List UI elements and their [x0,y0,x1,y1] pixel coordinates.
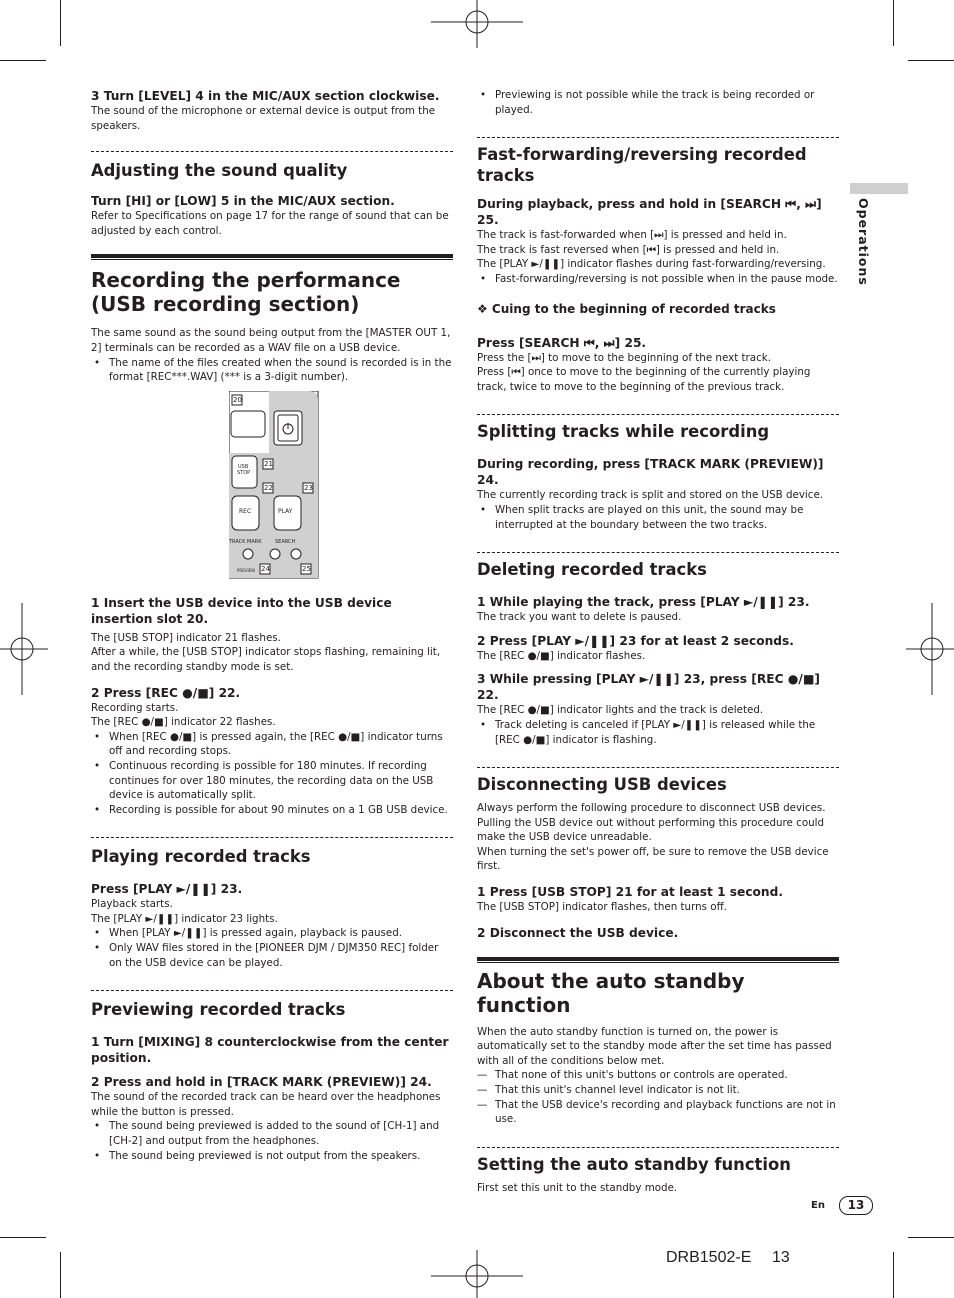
step-heading: 2 Press and hold in [TRACK MARK (PREVIEW)] 24. [91,1075,432,1090]
section-heading: Fast-forwarding/reversing recorded tracks [477,145,807,186]
body-text: Press [⏮] once to move to the beginning of the currently playing track, twice to move to the beginning of the previous track. [477,366,811,393]
preview-label: PREVIEW [237,567,256,573]
document-id: DRB1502-E [666,1249,752,1266]
section-heading: Disconnecting USB devices [477,775,727,795]
body-text: After a while, the [USB STOP] indicator stops flashing, remaining lit, and the recording standby mode is set. [91,646,441,673]
body-text: Playback starts. [91,898,173,911]
right-column [477,88,839,1195]
list-item: — That this unit's channel level indicator is not lit. [495,1083,839,1098]
body-text: The track is fast reversed when [⏮] is pressed and held in. [477,243,780,256]
bullet-list [91,356,453,385]
usb-label: USB [238,463,249,470]
side-tab-label: Operations [856,198,871,286]
bullet-list [477,88,839,117]
step-heading: Turn [HI] or [LOW] 5 in the MIC/AUX section. [91,194,395,209]
chapter-heading: About the auto standby function [477,968,745,1017]
step-heading: 2 Disconnect the USB device. [477,925,679,940]
list-item: • Previewing is not possible while the track is being recorded or played. [495,88,839,117]
section-heading: Setting the auto standby function [477,1154,791,1174]
list-item: • Continuous recording is possible for 180 minutes. If recording continues for over 180 minutes, the recording data on the USB device is automatically split. [109,759,453,803]
body-text: The track is fast-forwarded when [⏭] is pressed and held in. [477,229,787,242]
document-page: 13 [772,1249,790,1266]
step-heading: 1 Turn [MIXING] 8 counterclockwise from the center position. [91,1035,449,1066]
bullet-list [477,272,839,287]
section-heading: Adjusting the sound quality [91,161,348,181]
list-item: • The name of the files created when the sound is recorded is in the format [REC***.WAV] (*** is a 3-digit number). [109,356,453,385]
step-heading: 2 Press [PLAY ►/❚❚] 23 for at least 2 seconds. [477,633,794,648]
bullet-list [477,718,839,747]
body-text: The sound of the microphone or external device is output from the speakers. [91,105,436,132]
stop-label: STOP [237,469,251,476]
bullet-list [91,1119,453,1163]
list-item: — That none of this unit's buttons or controls are operated. [495,1068,839,1083]
registration-mark-icon [906,603,954,695]
chapter-heading: Recording the performance (USB recording section) [91,268,401,317]
body-text: Refer to Specifications on page 17 for the range of sound that can be adjusted by each control. [91,210,449,237]
registration-mark-icon [431,1250,523,1298]
body-text: The currently recording track is split and stored on the USB device. [477,489,824,502]
crop-mark [908,1237,954,1238]
body-text: The same sound as the sound being output from the [MASTER OUT 1, 2] terminals can be recorded as a WAV file on a USB device. [91,327,451,354]
section-heading: Splitting tracks while recording [477,422,770,442]
step-heading: 1 Insert the USB device into the USB device insertion slot 20. [91,595,392,626]
step-heading: During playback, press and hold in [SEARCH ⏮, ⏭] 25. [477,197,822,228]
body-text: The [PLAY ►/❚❚] indicator flashes during fast-forwarding/reversing. [477,258,826,271]
step-heading: 1 Press [USB STOP] 21 for at least 1 second. [477,885,783,900]
step-heading: Press [SEARCH ⏮, ⏭] 25. [477,335,647,350]
bullet-list [91,926,453,970]
body-text: When turning the set's power off, be sure to remove the USB device first. [477,845,829,873]
list-item: • Only WAV files stored in the [PIONEER DJM / DJM350 REC] folder on the USB device can be played. [109,941,453,970]
body-text: Always perform the following procedure to disconnect USB devices. Pulling the USB device out without performing this procedure could make the USB device unreadable. [477,802,826,844]
search-label: SEARCH [275,538,296,545]
side-tab-marker [850,183,908,194]
step-heading: 2 Press [REC ●/■] 22. [91,685,241,700]
registration-mark-icon [0,603,48,695]
list-item: • When [REC ●/■] is pressed again, the [REC ●/■] indicator turns off and recording stops. [109,730,453,759]
crop-mark [893,0,894,46]
rec-label: REC [239,507,252,515]
body-text: The [REC ●/■] indicator flashes. [477,649,646,662]
language-label: En [811,1200,825,1211]
track-mark-label: TRACK MARK [229,538,262,545]
callout-number: 22 [264,483,273,492]
list-item: • The sound being previewed is not output from the speakers. [109,1149,453,1164]
body-text: When the auto standby function is turned on, the power is automatically set to the standby mode after the set time has passed with all of the conditions below met. [477,1025,832,1067]
list-item: • Fast-forwarding/reversing is not possible when in the pause mode. [495,272,839,287]
left-column [91,88,453,1163]
usb-panel-illustration [229,391,319,579]
play-label: PLAY [278,507,293,515]
step-heading: 3 Turn [LEVEL] 4 in the MIC/AUX section clockwise. [91,89,440,103]
body-text: The track you want to delete is paused. [477,611,682,624]
section-heading: Playing recorded tracks [91,847,311,867]
list-item: • When split tracks are played on this unit, the sound may be interrupted at the boundary between the two tracks. [495,503,839,532]
body-text: The [PLAY ►/❚❚] indicator 23 lights. [91,912,278,925]
body-text: Recording starts. [91,701,179,714]
body-text: Press the [⏭] to move to the beginning of the next track. [477,351,771,364]
subsection-heading: ❖ Cuing to the beginning of recorded tracks [477,301,776,316]
list-item: • When [PLAY ►/❚❚] is pressed again, playback is paused. [109,926,453,941]
crop-mark [0,60,46,61]
callout-number: 21 [264,459,273,468]
dash-list [477,1068,839,1126]
crop-mark [908,60,954,61]
section-heading: Previewing recorded tracks [91,1000,346,1020]
list-item: — That the USB device's recording and playback functions are not in use. [495,1098,839,1127]
body-text: The sound of the recorded track can be heard over the headphones while the button is pressed. [91,1091,441,1118]
step-heading: During recording, press [TRACK MARK (PREVIEW)] 24. [477,457,824,488]
section-heading: Deleting recorded tracks [477,560,707,580]
crop-mark [60,1252,61,1298]
bullet-list [91,730,453,818]
list-item: • Recording is possible for about 90 minutes on a 1 GB USB device. [109,803,453,818]
list-item: • Track deleting is canceled if [PLAY ►/❚❚] is released while the [REC ●/■] indicator is flashing. [495,718,839,747]
body-text: The [USB STOP] indicator 21 flashes. [91,631,281,644]
body-text: The [USB STOP] indicator flashes, then turns off. [477,901,727,914]
callout-number: 24 [261,564,270,573]
registration-mark-icon [431,0,523,48]
crop-mark [893,1252,894,1298]
bullet-list [477,503,839,532]
page-number: 13 [839,1196,873,1215]
callout-number: 25 [302,564,311,573]
list-item: • The sound being previewed is added to the sound of [CH-1] and [CH-2] and output from the headphones. [109,1119,453,1148]
step-heading: 3 While pressing [PLAY ►/❚❚] 23, press [REC ●/■] 22. [477,672,820,703]
body-text: The [REC ●/■] indicator 22 flashes. [91,716,276,729]
callout-number: 23 [304,483,313,492]
step-heading: 1 While playing the track, press [PLAY ►/❚❚] 23. [477,595,810,610]
body-text: The [REC ●/■] indicator lights and the track is deleted. [477,704,764,717]
callout-number: 20 [233,395,242,404]
crop-mark [60,0,61,46]
body-text: First set this unit to the standby mode. [477,1181,678,1194]
crop-mark [0,1237,46,1238]
step-heading: Press [PLAY ►/❚❚] 23. [91,882,243,897]
